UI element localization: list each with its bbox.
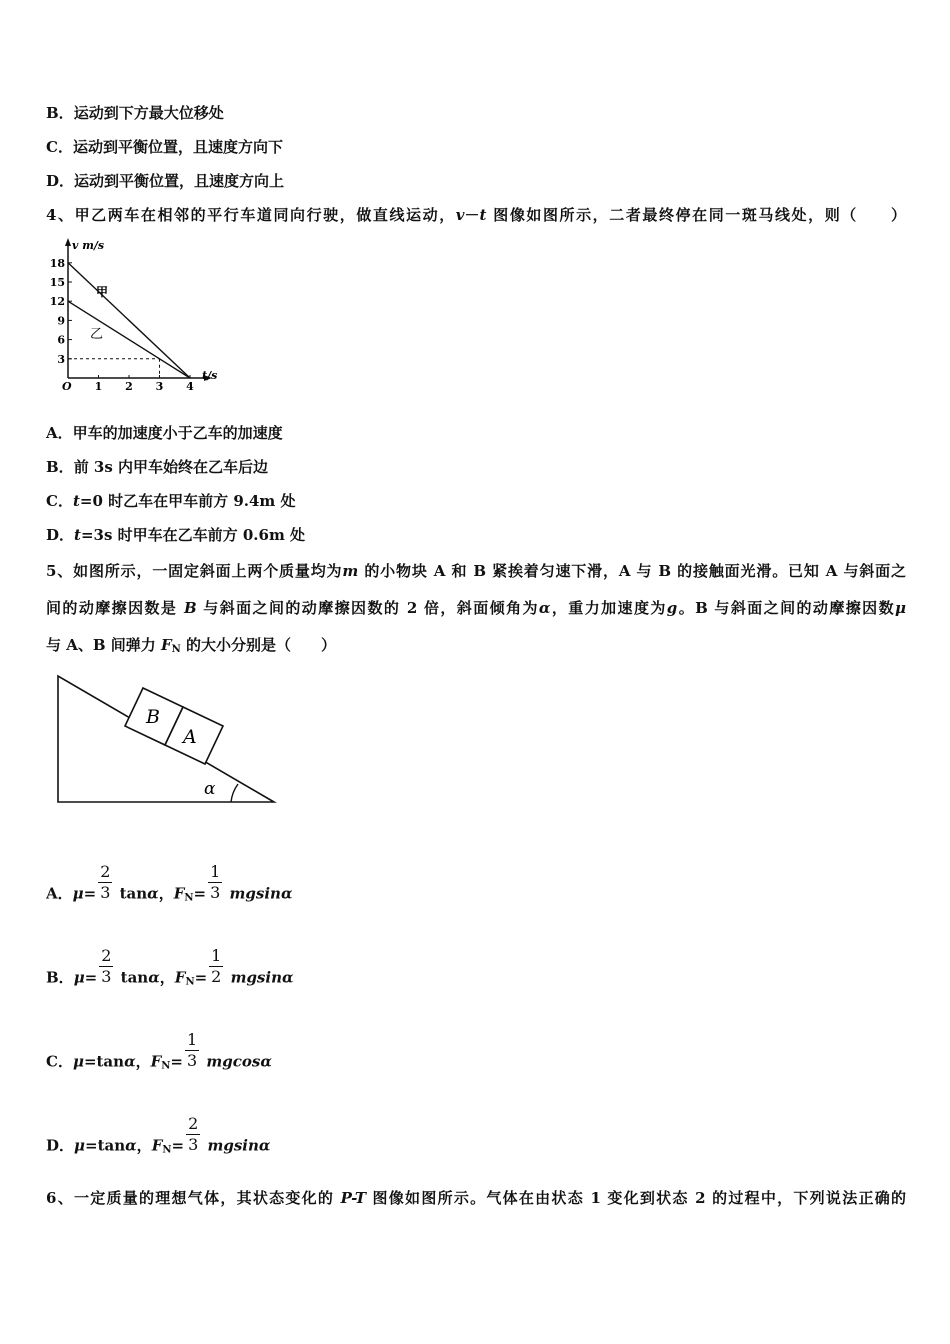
y-tick-label: 3 xyxy=(57,352,65,366)
fraction: $\frac{1}{2}$ xyxy=(211,946,222,986)
q5-stem-line1: 5、如图所示，一固定斜面上两个质量均为m 的小物块 A 和 B 紧挨着匀速下滑，A 与 B 的接触面光滑。已知 A 与斜面之 xyxy=(46,562,906,580)
q4-option-d: D．t=3s 时甲车在乙车前方 0.6m 处 xyxy=(46,526,306,544)
x-tick-label: 1 xyxy=(94,380,103,392)
q4-option-a: A．甲车的加速度小于乙车的加速度 xyxy=(46,424,283,442)
q3-option-d: D．运动到平衡位置，且速度方向上 xyxy=(46,172,285,190)
y-tick-label: 18 xyxy=(49,256,65,270)
series-jia-line xyxy=(68,263,190,378)
q5-option-d: D．μ=tanα，$F_N=$ $\frac{2}{3}$ mgsinα xyxy=(46,1114,271,1156)
fraction: $\frac{2}{3}$ xyxy=(188,1114,199,1154)
block-a-label: A xyxy=(183,726,197,748)
q4-option-c: C．t=0 时乙车在甲车前方 9.4m 处 xyxy=(46,492,296,510)
q3-option-b: B．运动到下方最大位移处 xyxy=(46,104,224,122)
x-tick-label: 2 xyxy=(125,380,133,392)
label-yi: 乙 xyxy=(90,327,104,342)
q6-stem: 6、一定质量的理想气体，其状态变化的 P-T 图像如图所示。气体在由状态 1 变化到状态 2 的过程中，下列说法正确的 xyxy=(46,1189,906,1207)
fraction: $\frac{2}{3}$ xyxy=(101,946,112,986)
q4-stem: 4、甲乙两车在相邻的平行车道同向行驶，做直线运动，v－t 图像如图所示，二者最终停在同一斑马线处，则（ ） xyxy=(46,206,906,224)
label-jia: 甲 xyxy=(96,285,109,299)
vt-graph xyxy=(44,236,224,392)
q5-stem-line2: 间的动摩擦因数是 B 与斜面之间的动摩擦因数的 2 倍，斜面倾角为α，重力加速度为g。B 与斜面之间的动摩擦因数μ xyxy=(46,599,906,617)
q5-option-c: C．μ=tanα，$F_N=$ $\frac{1}{3}$ mgcosα xyxy=(46,1030,272,1072)
fraction: $\frac{1}{3}$ xyxy=(210,862,221,902)
y-tick-label: 15 xyxy=(49,276,65,289)
origin-label: O xyxy=(62,380,72,392)
fraction: $\frac{2}{3}$ xyxy=(100,862,111,902)
y-axis-arrow xyxy=(65,238,71,246)
y-tick-label: 12 xyxy=(49,295,65,309)
y-tick-label: 9 xyxy=(57,314,65,328)
angle-label: α xyxy=(204,779,216,799)
angle-arc xyxy=(231,784,238,802)
incline-figure xyxy=(52,668,282,808)
q5-stem-line3: 与 A、B 间弹力 $F_N$ 的大小分别是（ ） xyxy=(46,636,337,655)
x-tick-label: 4 xyxy=(186,380,194,392)
x-axis-label: t/s xyxy=(202,369,218,382)
q5-option-b: B．μ= $\frac{2}{3}$ tanα，$F_N=$ $\frac{1}{2}$ mgsinα xyxy=(46,946,294,988)
series-yi-line xyxy=(68,301,190,378)
y-tick-label: 6 xyxy=(57,333,65,347)
q3-option-c: C．运动到平衡位置，且速度方向下 xyxy=(46,138,283,156)
q4-option-b: B．前 3s 内甲车始终在乙车后边 xyxy=(46,458,269,476)
block-b-label: B xyxy=(146,706,160,728)
y-axis-label: v m/s xyxy=(72,239,105,252)
q5-option-a: A．μ= $\frac{2}{3}$ tanα，$F_N=$ $\frac{1}{3}$ mgsinα xyxy=(46,862,293,904)
x-tick-label: 3 xyxy=(155,380,164,392)
fraction: $\frac{1}{3}$ xyxy=(187,1030,198,1070)
